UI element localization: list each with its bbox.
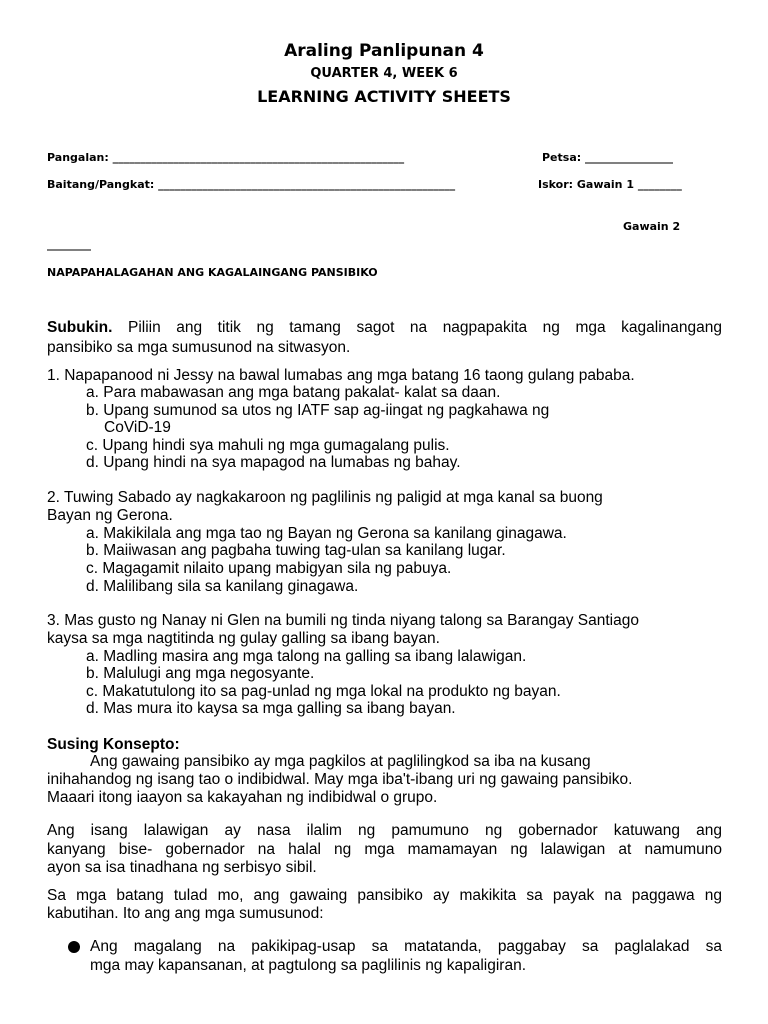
page-title: Araling Panlipunan 4 [284, 41, 484, 61]
subukin-label: Subukin. [47, 319, 113, 336]
konsepto-p2-line-2: kanyang bise- gobernador na halal ng mga mamamayan ng lalawigan at namumuno [47, 841, 722, 858]
q3-choice-d: d. Mas mura ito kaysa sa mga galling sa ibang bayan. [86, 700, 456, 717]
konsepto-p2-line-1: Ang isang lalawigan ay nasa ilalim ng pamumuno ng gobernador katuwang ang [47, 822, 722, 839]
score-gawain2-line: ________ [47, 238, 91, 251]
q3-choice-a: a. Madling masira ang mga talong na galling sa ibang lalawigan. [86, 648, 527, 665]
q2-choice-d: d. Malilibang sila sa kanilang ginagawa. [86, 578, 359, 595]
q1-choice-b: b. Upang sumunod sa utos ng IATF sap ag-iingat ng pagkahawa ng [86, 402, 550, 419]
konsepto-heading: Susing Konsepto: [47, 736, 180, 753]
q1-choice-c: c. Upang hindi sya mahuli ng mga gumagalang pulis. [86, 437, 450, 454]
subukin-text: Piliin ang titik ng tamang sagot na nagpapakita ng mga kagalinangang [128, 319, 722, 336]
q1-choice-a: a. Para mabawasan ang mga batang pakalat- kalat sa daan. [86, 384, 501, 401]
score-gawain2-label: Gawain 2 [623, 220, 681, 233]
quarter-label: QUARTER 4, WEEK 6 [310, 66, 458, 81]
bullet-icon [68, 941, 80, 953]
subukin-line-1 [47, 319, 722, 337]
q1-choice-b-cont: CoViD-19 [104, 419, 171, 436]
score-gawain1-field: Iskor: Gawain 1 ________ [538, 178, 682, 191]
question-2-line-2: Bayan ng Gerona. [47, 507, 173, 524]
bullet-line-1: Ang magalang na pakikipag-usap sa matatanda, paggabay sa paglalakad sa [90, 938, 722, 955]
page-subtitle: LEARNING ACTIVITY SHEETS [257, 87, 511, 106]
q2-choice-b: b. Maiiwasan ang pagbaha tuwing tag-ulan sa kanilang lugar. [86, 542, 506, 559]
grade-section-field: Baitang/Pangkat: ______________________________________________________ [47, 178, 456, 191]
topic-heading: NAPAPAHALAGAHAN ANG KAGALAINGANG PANSIBIKO [47, 266, 378, 279]
question-1: 1. Napapanood ni Jessy na bawal lumabas ang mga batang 16 taong gulang pababa. [47, 367, 635, 384]
konsepto-p3-line-1: Sa mga batang tulad mo, ang gawaing pansibiko ay makikita sa payak na paggawa ng [47, 887, 722, 904]
q2-choice-c: c. Magagamit nilaito upang mabigyan sila ng pabuya. [86, 560, 452, 577]
question-2-line-1: 2. Tuwing Sabado ay nagkakaroon ng paglilinis ng paligid at mga kanal sa buong [47, 489, 603, 506]
q3-choice-c: c. Makatutulong ito sa pag-unlad ng mga lokal na produkto ng bayan. [86, 683, 561, 700]
question-3-line-1: 3. Mas gusto ng Nanay ni Glen na bumili ng tinda niyang talong sa Barangay Santiago [47, 612, 639, 629]
konsepto-p1-line-2: inihahandog ng isang tao o indibidwal. May mga iba't-ibang uri ng gawaing pansibiko. [47, 771, 633, 788]
bullet-line-2: mga may kapansanan, at pagtulong sa paglilinis ng kapaligiran. [90, 957, 527, 974]
q3-choice-b: b. Malulugi ang mga negosyante. [86, 665, 315, 682]
konsepto-p1-line-1: Ang gawaing pansibiko ay mga pagkilos at paglilingkod sa iba na kusang [90, 753, 591, 770]
konsepto-p1-line-3: Maaari itong iaayon sa kakayahan ng indibidwal o grupo. [47, 789, 438, 806]
q2-choice-a: a. Makikilala ang mga tao ng Bayan ng Gerona sa kanilang ginagawa. [86, 525, 567, 542]
question-3-line-2: kaysa sa mga nagtitinda ng gulay galling sa ibang bayan. [47, 630, 440, 647]
subukin-line-2: pansibiko sa mga sumusunod na sitwasyon. [47, 339, 351, 356]
konsepto-p2-line-3: ayon sa isa tinadhana ng serbisyo sibil. [47, 859, 317, 876]
name-field: Pangalan: _____________________________________________________ [47, 151, 405, 164]
konsepto-p3-line-2: kabutihan. Ito ang ang mga sumusunod: [47, 905, 324, 922]
q1-choice-d: d. Upang hindi na sya mapagod na lumabas ng bahay. [86, 454, 461, 471]
date-field: Petsa: ________________ [542, 151, 673, 164]
